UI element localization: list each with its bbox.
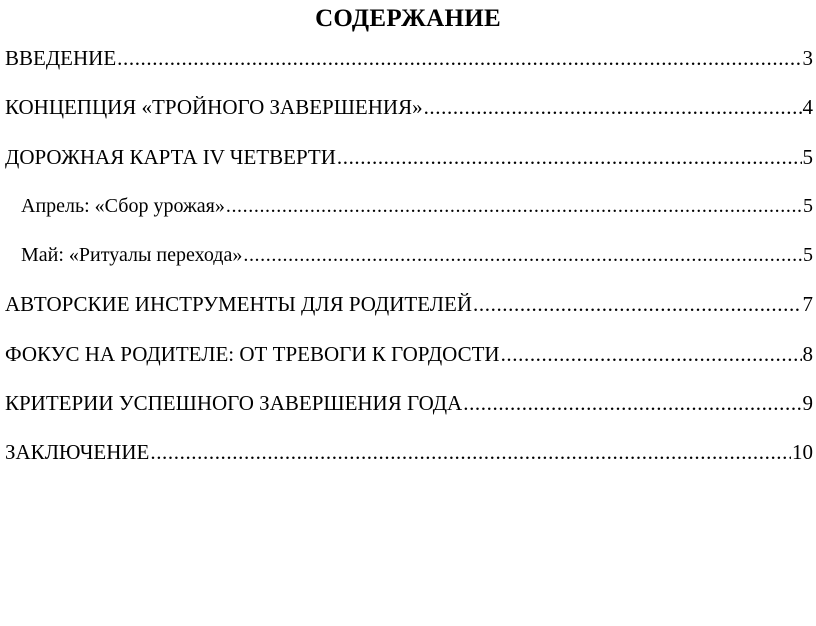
toc-entry-label: ФОКУС НА РОДИТЕЛЕ: ОТ ТРЕВОГИ К ГОРДОСТИ	[5, 341, 500, 366]
toc-entry-page-number: 5	[803, 194, 813, 217]
toc-dot-leader	[463, 388, 801, 418]
toc-entry-page-number: 3	[802, 46, 813, 70]
toc-entry-roadmap[interactable]	[5, 142, 813, 191]
toc-entry-label: КОНЦЕПЦИЯ «ТРОЙНОГО ЗАВЕРШЕНИЯ»	[5, 95, 423, 120]
toc-dot-leader	[337, 142, 802, 172]
toc-entry-page-number: 8	[802, 341, 813, 366]
toc-entry-label: ЗАКЛЮЧЕНИЕ	[5, 440, 150, 465]
toc-entry-parent-focus[interactable]	[5, 339, 813, 388]
toc-entry-label: Май: «Ритуалы перехода»	[21, 244, 243, 267]
toc-entry-concept[interactable]	[5, 92, 813, 141]
toc-list	[5, 43, 813, 487]
toc-entry-page-number: 5	[803, 244, 813, 267]
toc-entry-page-number: 10	[792, 440, 813, 465]
toc-entry-introduction[interactable]	[5, 43, 813, 92]
toc-dot-leader	[473, 289, 801, 319]
toc-entry-page-number: 4	[802, 95, 813, 120]
toc-title: СОДЕРЖАНИЕ	[315, 5, 501, 32]
toc-entry-label: ДОРОЖНАЯ КАРТА IV ЧЕТВЕРТИ	[5, 144, 336, 169]
toc-entry-parent-tools[interactable]	[5, 289, 813, 338]
toc-entry-page-number: 5	[802, 144, 813, 169]
toc-entry-label: ВВЕДЕНИЕ	[5, 46, 117, 70]
toc-dot-leader	[150, 437, 791, 467]
toc-dot-leader	[501, 339, 802, 369]
toc-entry-label: АВТОРСКИЕ ИНСТРУМЕНТЫ ДЛЯ РОДИТЕЛЕЙ	[5, 292, 473, 317]
toc-entry-label: Апрель: «Сбор урожая»	[21, 194, 225, 217]
toc-dot-leader	[424, 92, 802, 122]
toc-entry-page-number: 9	[802, 391, 813, 416]
toc-entry-april[interactable]	[5, 191, 813, 240]
toc-entry-may[interactable]	[5, 240, 813, 289]
toc-entry-success-criteria[interactable]	[5, 388, 813, 437]
toc-dot-leader	[226, 191, 802, 221]
toc-dot-leader	[243, 240, 802, 270]
toc-dot-leader	[117, 43, 801, 73]
toc-entry-label: КРИТЕРИИ УСПЕШНОГО ЗАВЕРШЕНИЯ ГОДА	[5, 391, 463, 416]
toc-entry-page-number: 7	[802, 292, 813, 317]
toc-entry-conclusion[interactable]	[5, 437, 813, 486]
